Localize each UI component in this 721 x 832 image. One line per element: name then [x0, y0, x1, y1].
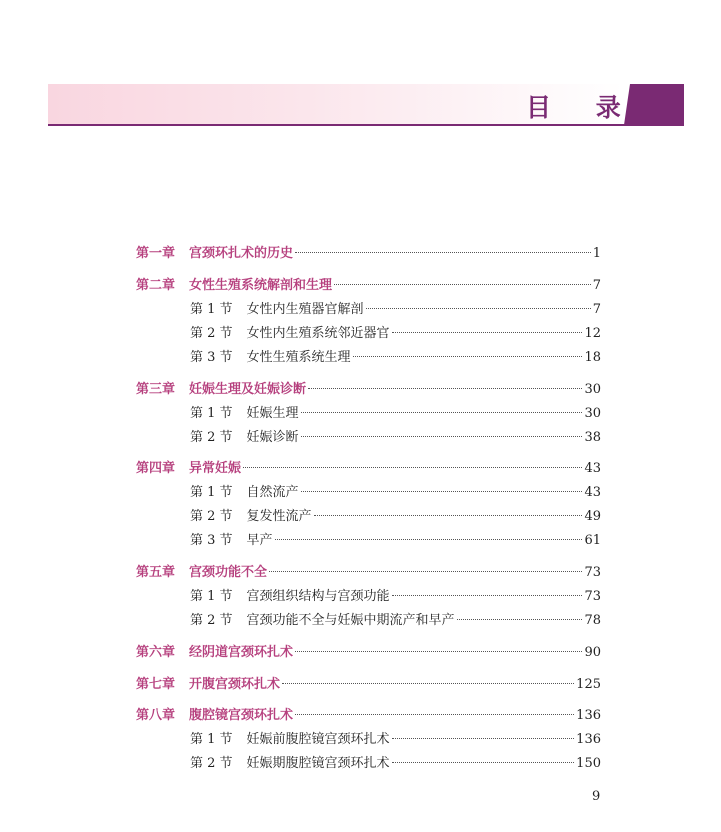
toc-entry-title: 宫颈功能不全与妊娠中期流产和早产: [246, 613, 455, 628]
toc-chapter-entry[interactable]: [136, 644, 601, 662]
toc-entry-title: 异常妊娠: [189, 461, 242, 476]
toc-entry-page: 7: [592, 302, 601, 317]
toc-entry-label: 第 2 节: [190, 326, 233, 341]
toc-entry-label: 第 1 节: [190, 732, 233, 747]
toc-chapter-entry[interactable]: [136, 245, 601, 263]
toc-section-entry[interactable]: [190, 405, 601, 423]
toc-chapter-entry[interactable]: [136, 564, 601, 582]
toc-entry-label: 第一章: [136, 246, 176, 261]
toc-entry-title: 复发性流产: [246, 509, 312, 524]
toc-entry-page: 7: [592, 278, 601, 293]
toc-entry-label: 第 2 节: [190, 509, 233, 524]
toc-section-entry[interactable]: [190, 755, 601, 773]
toc-entry-label: 第四章: [136, 461, 176, 476]
toc-entry-page: 90: [584, 645, 601, 660]
toc-entry-page: 43: [584, 485, 601, 500]
toc-entry-page: 12: [584, 326, 601, 341]
page-number: 9: [592, 789, 601, 804]
toc-entry-title: 妊娠前腹腔镜宫颈环扎术: [246, 732, 390, 747]
toc-entry-title: 经阴道宫颈环扎术: [189, 645, 294, 660]
dot-leader: [243, 467, 582, 468]
toc-entry-title: 宫颈功能不全: [189, 565, 268, 580]
toc-chapter-entry[interactable]: [136, 676, 601, 694]
toc-section-entry[interactable]: [190, 325, 601, 343]
toc-entry-page: 136: [576, 732, 601, 747]
toc-entry-page: 30: [584, 406, 601, 421]
toc-entry-page: 78: [584, 613, 601, 628]
toc-entry-title: 自然流产: [246, 485, 299, 500]
dot-leader: [314, 515, 583, 516]
toc-section-entry[interactable]: [190, 508, 601, 526]
toc-entry-page: 1: [592, 246, 601, 261]
toc-chapter-entry[interactable]: [136, 460, 601, 478]
toc-entry-title: 开腹宫颈环扎术: [189, 677, 281, 692]
dot-leader: [295, 252, 591, 253]
dot-leader: [269, 571, 582, 572]
toc-entry-title: 腹腔镜宫颈环扎术: [189, 708, 294, 723]
toc-section-entry[interactable]: [190, 532, 601, 550]
toc-entry-page: 136: [576, 708, 601, 723]
toc-section-entry[interactable]: [190, 429, 601, 447]
dot-leader: [308, 388, 582, 389]
toc-entry-label: 第 2 节: [190, 756, 233, 771]
dot-leader: [275, 539, 583, 540]
toc-entry-label: 第 3 节: [190, 533, 233, 548]
dot-leader: [366, 308, 591, 309]
toc-entry-title: 妊娠期腹腔镜宫颈环扎术: [246, 756, 390, 771]
toc-entry-title: 宫颈组织结构与宫颈功能: [246, 589, 390, 604]
dot-leader: [392, 595, 583, 596]
toc-entry-page: 49: [584, 509, 601, 524]
toc-section-entry[interactable]: [190, 301, 601, 319]
toc-chapter-entry[interactable]: [136, 381, 601, 399]
dot-leader: [301, 491, 583, 492]
toc-entry-page: 73: [584, 589, 601, 604]
toc-entry-title: 妊娠生理: [246, 406, 299, 421]
dot-leader: [295, 651, 582, 652]
toc-entry-label: 第三章: [136, 382, 176, 397]
header-rule: [48, 124, 684, 126]
dot-leader: [392, 762, 575, 763]
toc-entry-title: 妊娠生理及妊娠诊断: [189, 382, 307, 397]
toc-entry-label: 第 2 节: [190, 430, 233, 445]
dot-leader: [457, 619, 583, 620]
toc-entry-page: 38: [584, 430, 601, 445]
dot-leader: [353, 356, 583, 357]
toc-entry-label: 第 1 节: [190, 406, 233, 421]
toc-entry-page: 18: [584, 350, 601, 365]
toc-entry-label: 第六章: [136, 645, 176, 660]
toc-entry-title: 女性内生殖器官解剖: [246, 302, 364, 317]
toc-section-entry[interactable]: [190, 612, 601, 630]
toc-entry-title: 早产: [246, 533, 273, 548]
dot-leader: [392, 332, 583, 333]
dot-leader: [301, 412, 583, 413]
toc-entry-title: 女性生殖系统解剖和生理: [189, 278, 333, 293]
toc-entry-title: 宫颈环扎术的历史: [189, 246, 294, 261]
dot-leader: [295, 714, 574, 715]
toc-section-entry[interactable]: [190, 731, 601, 749]
toc-section-entry[interactable]: [190, 588, 601, 606]
toc-entry-label: 第 2 节: [190, 613, 233, 628]
toc-chapter-entry[interactable]: [136, 277, 601, 295]
toc-entry-page: 125: [576, 677, 601, 692]
toc-entry-label: 第 1 节: [190, 589, 233, 604]
toc-entry-page: 73: [584, 565, 601, 580]
toc-chapter-entry[interactable]: [136, 707, 601, 725]
toc-entry-page: 30: [584, 382, 601, 397]
toc-entry-title: 妊娠诊断: [246, 430, 299, 445]
toc-entry-label: 第七章: [136, 677, 176, 692]
toc-entry-label: 第二章: [136, 278, 176, 293]
dot-leader: [392, 738, 575, 739]
toc-entry-page: 150: [576, 756, 601, 771]
toc-entry-label: 第五章: [136, 565, 176, 580]
toc-entry-title: 女性生殖系统生理: [246, 350, 351, 365]
toc-entry-label: 第 1 节: [190, 485, 233, 500]
toc-entry-label: 第八章: [136, 708, 176, 723]
page-title: 目 录: [526, 93, 639, 122]
toc-entry-label: 第 3 节: [190, 350, 233, 365]
toc-entry-title: 女性内生殖系统邻近器官: [246, 326, 390, 341]
toc-entry-label: 第 1 节: [190, 302, 233, 317]
dot-leader: [301, 436, 583, 437]
dot-leader: [282, 683, 574, 684]
toc-entry-page: 61: [584, 533, 601, 548]
dot-leader: [334, 284, 591, 285]
toc-entry-page: 43: [584, 461, 601, 476]
toc-section-entry[interactable]: [190, 484, 601, 502]
toc-section-entry[interactable]: [190, 349, 601, 367]
